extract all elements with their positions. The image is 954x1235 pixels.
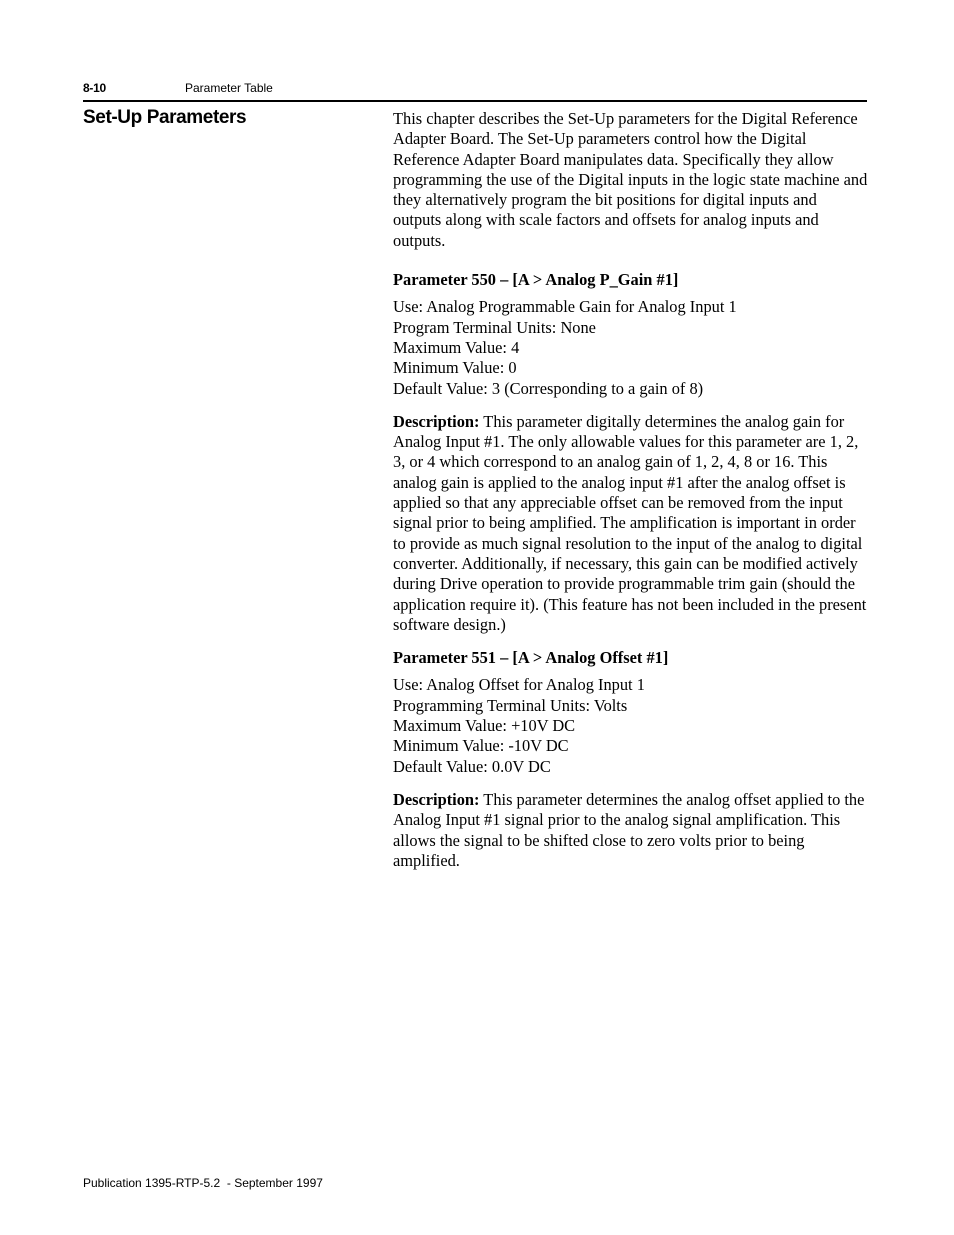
intro-paragraph: This chapter describes the Set-Up parameters for the Digital Reference Adapter Board. The Set-Up parameters control how the Digital Reference Adapter Board manipulates data. Specifically they allow programming the use of the Digital inputs in the logic state machine and they alternatively program the bit positions for digital inputs and outputs along with scale factors and offsets for analog inputs and outputs. xyxy=(393,109,868,250)
parameter-heading: Parameter 550 – [A > Analog P_Gain #1] xyxy=(393,270,679,290)
description-text: This parameter determines the analog offset applied to the Analog Input #1 signal prior to the analog signal amplification. This allows the signal to be shifted close to zero volts prior to being amplified. xyxy=(393,789,865,870)
description-label: Description: xyxy=(393,411,480,431)
parameter-heading: Parameter 551 – [A > Analog Offset #1] xyxy=(393,648,669,668)
parameter-551 xyxy=(393,648,869,871)
spec-min: Minimum Value: 0 xyxy=(393,358,517,378)
body-content xyxy=(393,109,869,884)
parameter-description xyxy=(393,790,869,871)
spec-use: Use: Analog Offset for Analog Input 1 xyxy=(393,675,645,695)
parameter-specs xyxy=(393,675,869,776)
page-number: 8-10 xyxy=(83,81,106,95)
parameter-description xyxy=(393,412,869,635)
spec-max: Maximum Value: 4 xyxy=(393,337,520,357)
spec-min: Minimum Value: -10V DC xyxy=(393,736,569,756)
spec-default: Default Value: 0.0V DC xyxy=(393,756,551,776)
description-label: Description: xyxy=(393,789,480,809)
running-title: Parameter Table xyxy=(185,81,273,95)
spec-units: Program Terminal Units: None xyxy=(393,317,596,337)
spec-max: Maximum Value: +10V DC xyxy=(393,716,576,736)
section-title: Set-Up Parameters xyxy=(83,107,247,128)
spec-use: Use: Analog Programmable Gain for Analog Input 1 xyxy=(393,297,737,317)
page-header xyxy=(83,80,867,102)
spec-units: Programming Terminal Units: Volts xyxy=(393,695,628,715)
description-text: This parameter digitally determines the analog gain for Analog Input #1. The only allowable values for this parameter are 1, 2, 3, or 4 which correspond to an analog gain of 1, 2, 4, 8 or 16. This analog gain is applied to the analog input #1 after the analog offset is applied so that any appreciable offset can be removed from the input signal prior to being amplified. The amplification is important in order to provide as much signal resolution to the input of the analog to digital converter. Additionally, if necessary, this gain can be modified actively during Drive operation to provide programmable trim gain (should the application require it). (This feature has not been included in the present software design.) xyxy=(393,411,867,634)
parameter-550 xyxy=(393,270,869,635)
spec-default: Default Value: 3 (Corresponding to a gain of 8) xyxy=(393,378,704,398)
page-footer: Publication 1395-RTP-5.2 - September 1997 xyxy=(83,1176,323,1190)
parameter-specs xyxy=(393,297,869,398)
